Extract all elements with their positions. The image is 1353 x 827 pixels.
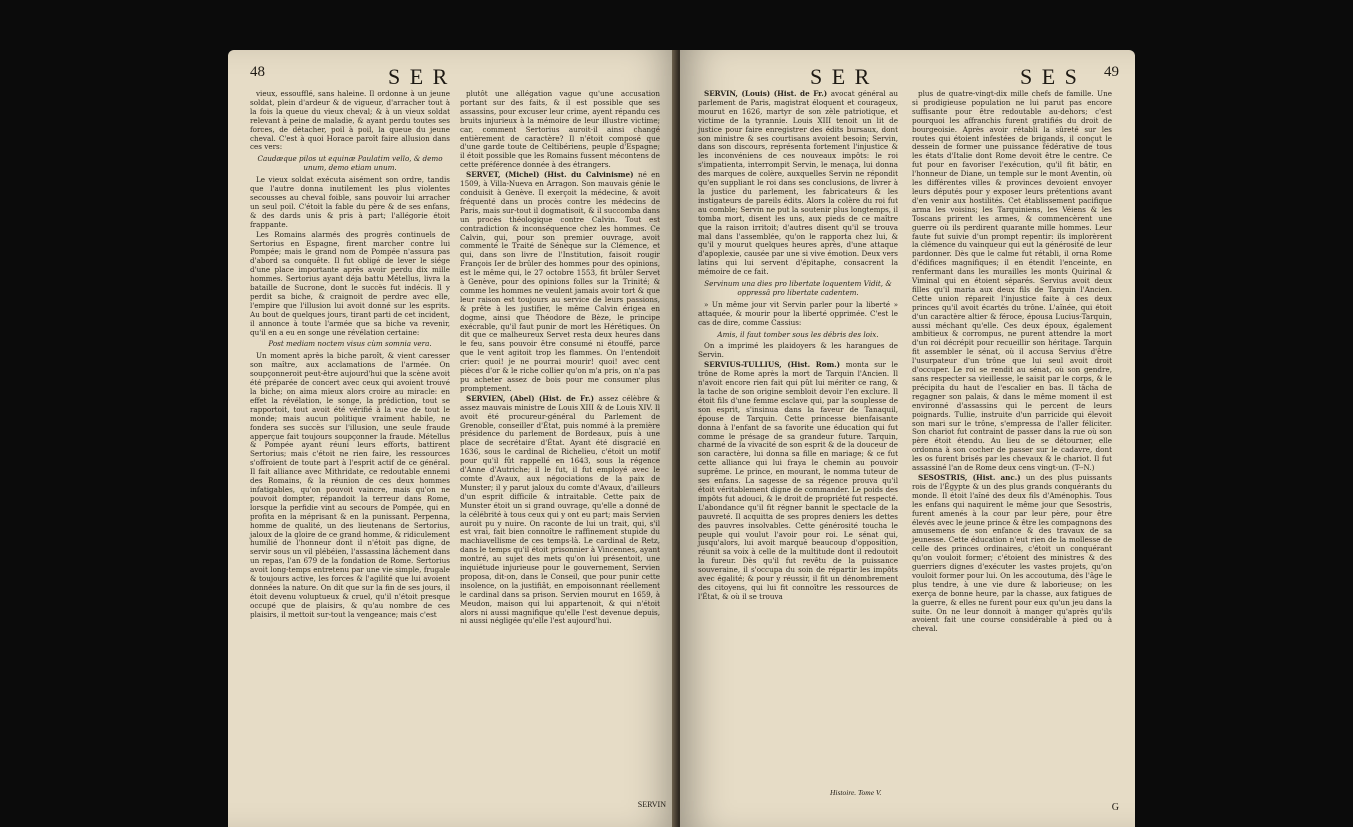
entry-paragraph xyxy=(460,171,660,394)
text-column-2 xyxy=(912,90,1112,635)
paragraph-text: On a imprimé les plaidoyers & les harangues de Servin. xyxy=(698,341,898,360)
running-head: S E R xyxy=(810,64,872,89)
entry-headword: SESOSTRIS, (Hist. anc.) xyxy=(918,472,1026,482)
paragraph-text: monta sur le trône de Rome après la mort de Tarquin l'Ancien. Il n'avoit encore rien fait qui pût lui mériter ce rang, & la tache de son origine sembloit devoir l'en exclure. Il étoit fils d'une femme esclave qui, par la souplesse de son esprit, s'insinua dans la faveur de Tanaquil, épouse de Tarquin. Cette princesse bienfaisante donna à l'enfant de sa favorite une éducation qui fut comme le présage de sa grandeur future. Tarquin, charmé de la vivacité de son esprit & de la douceur de son caractère, lui donna sa fille en mariage; & ce fut cette alliance qui lui fraya le chemin au pouvoir suprême. Le prince, en mourant, le nomma tuteur de ses enfans. La sagesse de sa régence prouva qu'il étoit véritablement digne de commander. Le poids des impôts fut adouci, & le droit de propriété fut respecté. L'abondance qu'il fit régner bannit le spectacle de la pauvreté. Il acquitta de ses propres deniers les dettes des pauvres insolvables. Cette générosité toucha le peuple qui voulut l'avoir pour roi. Le sénat qui, jusqu'alors, lui avoit marqué beaucoup d'opposition, réunit sa voix à celle de la multitude dont il redoutoit la fureur. Dès qu'il fut revêtu de la puissance souveraine, il s'occupa du soin de répartir les impôts avec égalité; & pour y réussir, il fit un dénombrement des citoyens, qui lui fit connoître les ressources de l'État, & où il se trouva xyxy=(698,360,899,601)
paragraph xyxy=(250,90,450,152)
entry-paragraph xyxy=(460,395,660,627)
verse-quote: Caudæque pilos ut equinæ Paulatim vello, & demo unum, demo etiam unum. xyxy=(257,154,443,173)
paragraph xyxy=(912,90,1112,473)
paragraph-text: avocat général au parlement de Paris, magistrat éloquent et courageux, mourut en 1626, martyr de son zèle patriotique, et victime de la tyrannie. Louis XIII tenoit un lit de justice pour faire enregistrer des édits bursaux, dont son ministre & ses courtisans avoient besoin; Servin, dans son discours, représenta fortement l'injustice & les inconvéniens de ces nouveaux impôts: le roi s'impatienta, interrompit Servin, le menaça, lui donna des marques de colère, auxquelles Servin ne répondit qu'en suppliant le roi dans ses conclusions, de livrer à la justice du parlement, les fabricateurs & les instigateurs de pareils édits. Alors la colère du roi fut au comble; Servin ne put la soutenir plus longtemps, il tomba mort, disent les uns, aux pieds de ce maître que la raison irritoit; d'autres disent qu'il se trouva mal dans l'assemblée, qu'on le rapporta chez lui, & qu'il y mourut quelques heures après, d'une attaque d'apoplexie, causée par une si vive émotion. Deux vers latins qui lui servent d'épitaphe, consacrent la mémoire de ce fait. xyxy=(698,89,898,277)
verse-quote: Servinum una dies pro libertate loquentem Vidit, & oppressâ pro libertate cadentem. xyxy=(704,279,892,297)
paragraph-text: vieux, essoufflé, sans haleine. Il ordonne à un jeune soldat, plein d'ardeur & de vigueur, d'arracher tout à la fois la queue du vieux cheval; & à un vieux soldat relevant à peine de maladie, & ayant perdu toutes ses forces, de détacher, poil à poil, la queue du jeune cheval. C'est à quoi Horace paroît faire allusion dans ces vers: xyxy=(250,89,450,152)
running-head-2: S E S xyxy=(1020,64,1079,89)
paragraph xyxy=(698,342,898,360)
paragraph xyxy=(250,231,450,338)
entry-headword: SERVET, (Michel) (Hist. du Calvinisme) xyxy=(466,170,638,180)
text-column-2 xyxy=(460,90,660,627)
paragraph xyxy=(250,352,450,619)
running-head: S E R xyxy=(388,64,450,89)
page-number: 48 xyxy=(250,64,265,80)
paragraph-text: plutôt une allégation vague qu'une accusation portant sur des faits, & il est possible que ses assassins, pour excuser leur crime, ayent répandu ces bruits injurieux à la mémoire de leur illustre victime; car, comment Sertorius auroit-il ainsi changé entièrement de caractère? Il n'étoit composé que d'une garde toute de Celtibériens, peuple d'Espagne; il étoit possible que les Romains fussent mécontens de cette préférence donnée à des étrangers. xyxy=(460,89,660,170)
paragraph xyxy=(460,90,660,170)
signature-line: Histoire. Tome V. xyxy=(830,788,882,797)
paragraph xyxy=(250,176,450,229)
entry-paragraph xyxy=(698,90,898,277)
page-number: 49 xyxy=(1104,64,1119,80)
text-column-1 xyxy=(698,90,898,603)
text-column-1 xyxy=(250,90,450,621)
paragraph-text: né en 1509, à Villa-Nueva en Arragon. Son mauvais génie le conduisit à Genève. Il exerçoit la médecine, & avoit fréquenté dans un procès contre les médecins de Paris, mais sur-tout il dogmatisoit, & il succomba dans un procès théologique contre Calvin. Tout est contradiction & inconséquence chez les hommes. Ce Calvin, qui, pour son premier ouvrage, avoit commenté le Traité de Sénèque sur la Clémence, et qui, dans son livre de l'Institution, faisoit rougir François Ier de brûler des hommes pour des opinions, est le même qui, le 27 octobre 1553, fit brûler Servet à Genève, pour des opinions folles sur la Trinité; & comme les hommes ne veulent jamais avoir tort & que leur raison est toujours au service de leurs passions, & prête à les justifier, le même Calvin érigea en dogme, ainsi que Théodore de Bèze, le principe exécrable, qu'il faut punir de mort les Hérétiques. On dit que ce malheureux Servet resta deux heures dans le feu, sans pouvoir être consumé ni étouffé, parce que le vent agitoit trop les flammes. On l'entendoit crier: quoi! je ne pourrai mourir! quoi! avec cent pièces d'or & le riche collier qu'on m'a pris, on n'a pas pu acheter assez de bois pour me consumer plus promptement. xyxy=(460,170,660,393)
entry-paragraph xyxy=(698,361,898,601)
paragraph-text: Le vieux soldat exécuta aisément son ordre, tandis que l'autre donna inutilement les plus violentes secousses au cheval foible, sans pouvoir lui arracher un seul poil. C'étoit la fable du père & de ses enfans, & des dards unis & pris à part; l'allégorie étoit frappante. xyxy=(250,175,450,229)
paragraph-text: Un moment après la biche paroît, & vient caresser son maître, aux acclamations de l'armée. On soupçonneroit peut-être aujourd'hui que la scène avoit été préparée de concert avec ceux qui avoient trouvé la biche; on aima mieux alors croire au miracle: en effet la révélation, le songe, la prédiction, tout se rapportoit, tout avoit été vérifié à la vue de tout le monde; mais aucun politique vraiment habile, ne fondera ses succès sur l'illusion, une seule fraude apperçue fait toujours soupçonner la fraude. Métellus & Pompée ayant réuni leurs efforts, battirent Sertorius; mais c'étoit ne rien faire, les ressources s'offroient de toute part à l'esprit actif de ce général. Il fait alliance avec Mithridate, ce redoutable ennemi des Romains, & la réunion de ces deux hommes infatigables, qu'on pouvoit vaincre, mais qu'on ne pouvoit dompter, répandoit la terreur dans Rome, lorsque la perfidie vint au secours de Pompée, qui en profita en la méprisant & en la punissant. Perpenna, homme de qualité, un des lieutenans de Sertorius, jaloux de la gloire de ce grand homme, & ridiculement humilié de l'honneur dont il n'étoit pas digne, de servir sous un vil plébéien, l'assassina lâchement dans un repas, l'an 679 de la fondation de Rome. Sertorius avoit long-temps entretenu par une vie simple, frugale & toujours active, les forces & l'agilité que lui avoient données la nature. On dit que sur la fin de ses jours, il étoit devenu voluptueux & cruel, qu'il n'étoit presque occupé que de plaisirs, & qu'au nombre de ces plaisirs, il mettoit sur-tout la vengeance; mais c'est xyxy=(250,351,450,619)
entry-headword: SERVIUS-TULLIUS, (Hist. Rom.) xyxy=(704,360,846,370)
paragraph-text: plus de quatre-vingt-dix mille chefs de famille. Une si prodigieuse population ne lui parut pas encore suffisante pour être redoutable au-dehors; c'est pourquoi les affranchis furent gratifiés du droit de bourgeoisie. Après avoir rétabli la sûreté sur les routes qui étoient infestées de brigands, il conçut le dessein de former une puissance fédérative de tous les états d'Italie dont Rome devoit être le centre. Ce fut pour en favoriser l'exécution, qu'il fit bâtir, en l'honneur de Diane, un temple sur le mont Aventin, où les différentes villes & provinces devoient envoyer leurs députés pour y exposer leurs prétentions avant d'en venir aux hostilités. Cet établissement pacifique arma les voisins; les Tarquiniens, les Véiens & les Toscans prirent les armes, & commencèrent une guerre où ils perdirent quarante mille hommes. Leur faute fut suivie d'un prompt repentir: ils implorèrent la clémence du vainqueur qui eut la générosité de leur pardonner. Dès que le calme fut rétabli, il orna Rome d'édifices magnifiques; il en étendit l'enceinte, en renfermant dans les murailles les monts Quirinal & Viminal qui en étoient séparés. Servius avoit deux filles qu'il maria aux deux fils de Tarquin l'Ancien. Cette union répareit l'injustice faite à ces deux princes qu'il avoit écartés du trône. L'aînée, qui étoit d'un caractère altier & féroce, épousa Lucius-Tarquin, aussi méchant qu'elle. Ces deux époux, également ambitieux & corrompus, ne purent attendre la mort d'un roi décrépit pour recueillir son héritage. Tarquin fit assembler le sénat, où il accusa Servius d'être l'usurpateur d'un trône que lui seul avoit droit d'occuper. Le roi se rendit au sénat, où son gendre, sans respecter sa vieillesse, le saisit par le corps, & le précipita du haut de l'escalier en bas. Il tâcha de regagner son palais, & dans le même moment il est environné d'assassins qui le percent de leurs poignards. Tullie, instruite d'un parricide qui élevoit son mari sur le trône, s'empressa de l'aller féliciter. Son chariot fut contraint de passer dans la rue où son père étoit étendu. Au lieu de se détourner, elle ordonna à son cocher de passer sur le cadavre, dont les os furent brisés par les chevaux & le chariot. Il fut assassiné l'an de Rome deux cens vingt-un. (T--N.) xyxy=(912,89,1112,473)
paragraph-text: assez célèbre & assez mauvais ministre de Louis XIII & de Louis XIV. Il avoit été procureur-général du Parlement de Grenoble, conseiller d'État, puis nommé à la première présidence du parlement de Bordeaux, puis à une place de secrétaire d'État. Ayant été disgracié en 1636, sous le cardinal de Richelieu, c'étoit un motif pour qu'il fût rappellé en 1643, sous la régence d'Anne d'Autriche; il le fut, il fut employé avec le comte d'Avaux, aux négociations de la paix de Munster; il y parut jaloux du comte d'Avaux, d'ailleurs d'un esprit difficile & intraitable. Cette paix de Munster étoit un si grand ouvrage, qu'elle a donné de la célébrité à tous ceux qui y ont eu part; mais Servien auroit pu y nuire. On raconte de lui un trait, qui, s'il est vrai, fait bien connoître le raffinement stupide du machiavellisme de ces temps-là. Le cardinal de Retz, dans le temps qu'il étoit prisonnier à Vincennes, ayant montré, au sujet des mets qu'on lui présentoit, une inquiétude injurieuse pour le gouvernement, Servien proposa, dit-on, dans le Conseil, que pour punir cette insolence, on la justifiât, en empoisonnant réellement le cardinal dans sa prison. Servien mourut en 1659, à Meudon, maison qui lui appartenoit, & qui n'étoit alors ni aussi magnifique qu'elle l'est devenue depuis, ni aussi négligée qu'elle l'est aujourd'hui. xyxy=(460,393,660,626)
left-page xyxy=(228,50,678,827)
paragraph-text: Les Romains alarmés des progrès continuels de Sertorius en Espagne, firent marcher contre lui Pompée; mais le grand nom de Pompée n'assura pas d'abord sa conquête. Il fut obligé de lever le siége d'une place importante après avoir perdu dix mille hommes. Sertorius ayant déja battu Métellus, livra la bataille de Sucrone, dont le succès fut indécis. Il y perdit sa biche, & craignoit de perdre avec elle, l'empire que l'illusion lui avoit donné sur les esprits. Au bout de quelques jours, tirant parti de cet incident, il annonce à toute l'armée que sa biche va revenir, qu'il en a eu en songe une révélation certaine: xyxy=(250,229,450,337)
catchword: SERVIN xyxy=(637,800,666,809)
paragraph xyxy=(698,301,898,328)
paragraph-text: un des plus puissants rois de l'Égypte & un des plus grands conquérants du monde. Il étoit l'aîné des deux fils d'Aménophis. Tous les enfans qui naquirent le même jour que Sesostris, furent amenés à la cour par leur père, pour être élevés avec le jeune prince & être les compagnons des amusemens de son enfance & des travaux de sa jeunesse. Cette éducation n'eut rien de la mollesse de celle des princes ordinaires, c'étoit un conquérant qu'on vouloit former; c'étoient des ministres & des guerriers dignes d'exécuter les vastes projets, qu'on vouloit former pour lui. On les accoutuma, dès l'âge le plus tendre, à une vie dure & laborieuse; on les exerça de bonne heure, par la chasse, aux fatigues de la guerre, & elles ne furent pour eux qu'un jeu dans la suite. On ne leur donnoit à manger qu'après qu'ils avoient fait une course considérable à pied ou à cheval. xyxy=(912,472,1112,634)
verse-quote: Post mediam noctem visus cùm somnia vera. xyxy=(268,339,432,349)
entry-paragraph xyxy=(912,474,1112,634)
entry-headword: SERVIN, (Louis) (Hist. de Fr.) xyxy=(704,89,831,98)
right-page xyxy=(680,50,1135,827)
gathering-mark: G xyxy=(1111,802,1119,813)
paragraph-text: » Un même jour vit Servin parler pour la liberté » attaquée, & mourir pour la liberté opprimée. C'est le cas de dire, comme Cassius: xyxy=(698,299,898,327)
verse-quote: Amis, il faut tomber sous les débris des loix. xyxy=(717,329,879,339)
entry-headword: SERVIEN, (Abel) (Hist. de Fr.) xyxy=(466,393,599,403)
